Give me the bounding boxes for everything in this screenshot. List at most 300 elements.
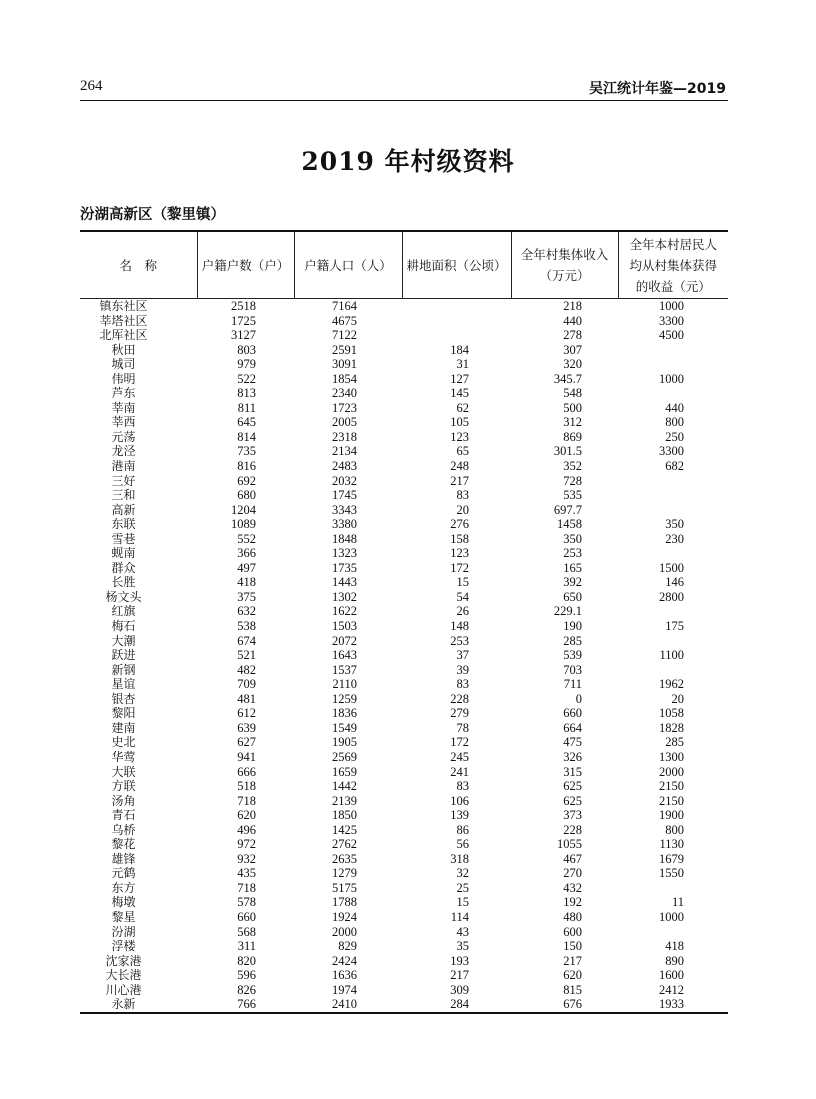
benefit-cell: 1828	[659, 720, 684, 735]
income-cell: 676	[511, 997, 618, 1013]
table-row	[80, 415, 728, 430]
farmland-cell: 20	[456, 502, 469, 517]
farmland-cell: 35	[456, 939, 469, 954]
households-cell: 814	[237, 429, 256, 444]
village-name: 青石	[111, 808, 136, 823]
benefit-cell: 3300	[659, 313, 684, 328]
households-cell: 666	[237, 764, 256, 779]
farmland-cell: 15	[456, 895, 469, 910]
column-header-population	[294, 231, 402, 299]
households-cell: 620	[237, 808, 256, 823]
village-name: 梅墩	[111, 895, 136, 910]
income-cell: 285	[563, 633, 582, 648]
income-cell: 467	[563, 851, 582, 866]
households-cell: 816	[237, 459, 256, 474]
population-cell: 1323	[332, 546, 357, 561]
income-cell: 307	[563, 342, 582, 357]
income-cell: 192	[563, 895, 582, 910]
village-name: 川心港	[105, 982, 142, 997]
village-name: 星谊	[111, 677, 136, 692]
village-data-table	[80, 230, 728, 1014]
village-name: 跃进	[111, 648, 136, 663]
village-name: 元荡	[111, 429, 136, 444]
farmland-cell: 83	[456, 779, 469, 794]
population-cell: 1850	[332, 808, 357, 823]
households-cell: 1089	[231, 517, 256, 532]
population-cell: 2483	[332, 459, 357, 474]
village-name: 沈家港	[105, 953, 142, 968]
table-row	[80, 823, 728, 838]
table-row	[80, 343, 728, 358]
column-header-farmland	[402, 231, 511, 299]
benefit-cell: 1000	[659, 299, 684, 313]
table-row	[80, 750, 728, 765]
population-cell: 1905	[332, 735, 357, 750]
benefit-cell: 1550	[659, 866, 684, 881]
population-cell: 1854	[332, 371, 357, 386]
benefit-cell: 2150	[659, 779, 684, 794]
section-heading: 汾湖高新区（黎里镇）	[80, 207, 225, 223]
benefit-cell: 1962	[659, 677, 684, 692]
income-cell: 711	[563, 677, 582, 692]
income-cell: 480	[563, 909, 582, 924]
farmland-cell: 43	[456, 924, 469, 939]
village-name: 群众	[111, 560, 136, 575]
table-row	[80, 488, 728, 503]
column-header-line: 的收益（元）	[635, 278, 711, 294]
benefit-cell: 1058	[659, 706, 684, 721]
village-name: 方联	[111, 779, 136, 794]
table-header-row	[80, 231, 728, 299]
table-row	[80, 357, 728, 372]
benefit-cell: 350	[665, 517, 684, 532]
farmland-cell: 193	[450, 953, 469, 968]
table-row	[80, 401, 728, 416]
households-cell: 481	[237, 691, 256, 706]
benefit-cell: 1679	[659, 851, 684, 866]
farmland-cell: 228	[450, 691, 469, 706]
households-cell: 735	[237, 444, 256, 459]
households-cell: 596	[237, 968, 256, 983]
table-row	[80, 735, 728, 750]
village-name: 雪巷	[111, 531, 136, 546]
village-name: 汾湖	[111, 924, 136, 939]
table-row	[80, 837, 728, 852]
table-row	[80, 430, 728, 445]
column-header-line: 全年村集体收入	[520, 247, 609, 262]
table-row	[80, 925, 728, 940]
table-row	[80, 677, 728, 692]
income-cell: 229.1	[553, 604, 582, 619]
households-cell: 972	[237, 837, 256, 852]
farmland-cell: 83	[456, 488, 469, 503]
village-name: 黎阳	[111, 706, 136, 721]
population-cell: 1425	[332, 822, 357, 837]
income-cell: 190	[563, 619, 582, 634]
income-cell: 539	[563, 648, 582, 663]
table-row	[80, 866, 728, 881]
population-cell: 4675	[332, 313, 357, 328]
benefit-cell: 2000	[659, 764, 684, 779]
farmland-cell: 145	[450, 386, 469, 401]
table-row	[80, 997, 728, 1013]
farmland-cell: 39	[456, 662, 469, 677]
column-header-line: （万元）	[539, 268, 590, 283]
benefit-cell: 1000	[659, 371, 684, 386]
households-cell: 538	[237, 619, 256, 634]
farmland-cell: 86	[456, 822, 469, 837]
income-cell: 228	[563, 822, 582, 837]
households-cell: 941	[237, 749, 256, 764]
village-name: 杨文头	[105, 589, 142, 604]
income-cell: 703	[563, 662, 582, 677]
village-data-table-wrapper	[80, 230, 728, 1014]
population-cell: 2340	[332, 386, 357, 401]
households-cell: 578	[237, 895, 256, 910]
population-cell: 2072	[332, 633, 357, 648]
households-cell: 1725	[231, 313, 256, 328]
benefit-cell: 440	[665, 400, 684, 415]
farmland-cell: 241	[450, 764, 469, 779]
table-row	[80, 459, 728, 474]
village-name: 莘西	[111, 415, 136, 430]
table-row	[80, 561, 728, 576]
population-cell: 1659	[332, 764, 357, 779]
households-cell: 709	[237, 677, 256, 692]
population-cell: 1836	[332, 706, 357, 721]
income-cell: 869	[563, 429, 582, 444]
income-cell: 217	[563, 953, 582, 968]
benefit-cell	[618, 386, 728, 401]
households-cell: 979	[237, 357, 256, 372]
income-cell: 312	[563, 415, 582, 430]
population-cell: 1974	[332, 982, 357, 997]
column-header-per-capita-benefit	[618, 231, 728, 299]
population-cell: 1279	[332, 866, 357, 881]
population-cell: 829	[338, 939, 357, 954]
population-cell: 3343	[332, 502, 357, 517]
table-row	[80, 503, 728, 518]
column-header-line: 均从村集体获得	[629, 257, 717, 273]
income-cell: 320	[563, 357, 582, 372]
column-header-line: 户籍人口（人）	[304, 257, 392, 273]
income-cell: 535	[563, 488, 582, 503]
farmland-cell: 26	[456, 604, 469, 619]
population-cell: 2139	[332, 793, 357, 808]
village-name: 元鹤	[111, 866, 136, 881]
benefit-cell	[618, 925, 728, 940]
population-cell: 1537	[332, 662, 357, 677]
village-name: 莘塔社区	[99, 313, 148, 328]
farmland-cell	[402, 328, 511, 343]
table-row	[80, 619, 728, 634]
benefit-cell: 250	[665, 429, 684, 444]
table-row	[80, 881, 728, 896]
village-name: 新钢	[111, 662, 136, 677]
households-cell: 680	[237, 488, 256, 503]
households-cell: 311	[237, 939, 256, 954]
households-cell: 813	[237, 386, 256, 401]
population-cell: 1788	[332, 895, 357, 910]
income-cell: 625	[563, 793, 582, 808]
farmland-cell: 106	[450, 793, 469, 808]
households-cell: 3127	[231, 328, 256, 343]
table-row	[80, 692, 728, 707]
population-cell: 2591	[332, 342, 357, 357]
population-cell: 1302	[332, 589, 357, 604]
population-cell: 2000	[332, 924, 357, 939]
income-cell: 475	[563, 735, 582, 750]
households-cell: 803	[237, 342, 256, 357]
benefit-cell: 2150	[659, 793, 684, 808]
farmland-cell: 172	[450, 735, 469, 750]
benefit-cell: 800	[665, 415, 684, 430]
village-name: 三好	[111, 473, 136, 488]
farmland-cell: 78	[456, 720, 469, 735]
income-cell: 352	[563, 459, 582, 474]
table-row	[80, 765, 728, 780]
table-row	[80, 372, 728, 387]
income-cell: 326	[563, 749, 582, 764]
benefit-cell: 1130	[659, 837, 684, 852]
income-cell: 815	[563, 982, 582, 997]
table-row	[80, 779, 728, 794]
households-cell: 632	[237, 604, 256, 619]
benefit-cell: 1933	[618, 997, 728, 1013]
benefit-cell: 146	[665, 575, 684, 590]
village-name: 浮楼	[111, 939, 136, 954]
table-row	[80, 939, 728, 954]
population-cell: 3091	[332, 357, 357, 372]
farmland-cell: 114	[450, 909, 469, 924]
benefit-cell	[618, 343, 728, 358]
village-name: 大联	[111, 764, 136, 779]
page-title: 2019 年村级资料	[301, 147, 515, 176]
income-cell: 664	[563, 720, 582, 735]
village-name: 伟明	[111, 371, 136, 386]
population-cell: 2635	[332, 851, 357, 866]
table-row	[80, 968, 728, 983]
village-name: 芦东	[111, 386, 136, 401]
benefit-cell: 175	[665, 619, 684, 634]
benefit-cell	[618, 357, 728, 372]
farmland-cell: 253	[450, 633, 469, 648]
column-header-line: 耕地面积（公顷）	[406, 257, 507, 273]
income-cell: 373	[563, 808, 582, 823]
farmland-cell: 62	[456, 400, 469, 415]
header-rule	[80, 100, 728, 101]
population-cell: 2762	[332, 837, 357, 852]
table-row	[80, 663, 728, 678]
table-row	[80, 590, 728, 605]
column-header-households	[197, 231, 294, 299]
table-row	[80, 808, 728, 823]
benefit-cell: 230	[665, 531, 684, 546]
farmland-cell: 318	[450, 851, 469, 866]
column-header-name	[80, 231, 197, 299]
table-row	[80, 895, 728, 910]
village-name: 大潮	[111, 633, 136, 648]
households-cell: 660	[237, 909, 256, 924]
income-cell: 301.5	[553, 444, 582, 459]
households-cell: 766	[197, 997, 294, 1013]
table-row	[80, 634, 728, 649]
village-name: 汤角	[111, 793, 136, 808]
households-cell: 820	[237, 953, 256, 968]
village-name: 雄锋	[111, 851, 136, 866]
population-cell: 2032	[332, 473, 357, 488]
village-name: 东方	[111, 880, 136, 895]
farmland-cell: 56	[456, 837, 469, 852]
households-cell: 811	[237, 400, 256, 415]
households-cell: 435	[237, 866, 256, 881]
households-cell: 627	[237, 735, 256, 750]
benefit-cell: 285	[665, 735, 684, 750]
table-row	[80, 910, 728, 925]
table-row	[80, 794, 728, 809]
households-cell: 552	[237, 531, 256, 546]
village-name: 黎星	[111, 909, 136, 924]
population-cell: 5175	[332, 880, 357, 895]
population-cell: 1549	[332, 720, 357, 735]
village-name: 华莺	[111, 749, 136, 764]
population-cell: 2410	[294, 997, 402, 1013]
table-row	[80, 444, 728, 459]
village-name: 梅石	[111, 619, 136, 634]
population-cell: 1259	[332, 691, 357, 706]
income-cell: 218	[563, 299, 582, 313]
benefit-cell: 682	[665, 459, 684, 474]
table-row	[80, 314, 728, 329]
column-header-collective-income	[511, 231, 618, 299]
benefit-cell: 890	[665, 953, 684, 968]
farmland-cell: 139	[450, 808, 469, 823]
village-name: 长胜	[111, 575, 136, 590]
village-name: 城司	[111, 357, 136, 372]
population-cell: 7164	[332, 299, 357, 313]
income-cell: 432	[563, 880, 582, 895]
village-name: 秋田	[111, 342, 136, 357]
benefit-cell	[618, 663, 728, 678]
farmland-cell: 31	[456, 357, 469, 372]
income-cell: 650	[563, 589, 582, 604]
farmland-cell: 54	[456, 589, 469, 604]
population-cell: 7122	[332, 328, 357, 343]
village-name: 港南	[111, 459, 136, 474]
benefit-cell	[618, 546, 728, 561]
village-name: 乌桥	[111, 822, 136, 837]
benefit-cell	[618, 503, 728, 518]
farmland-cell: 105	[450, 415, 469, 430]
table-row	[80, 328, 728, 343]
income-cell: 1055	[557, 837, 582, 852]
benefit-cell: 3300	[659, 444, 684, 459]
benefit-cell: 20	[671, 691, 684, 706]
farmland-cell	[402, 314, 511, 329]
table-row	[80, 299, 728, 314]
benefit-cell	[618, 474, 728, 489]
farmland-cell: 123	[450, 546, 469, 561]
table-row	[80, 474, 728, 489]
population-cell: 2005	[332, 415, 357, 430]
farmland-cell: 184	[450, 342, 469, 357]
households-cell: 418	[237, 575, 256, 590]
households-cell: 568	[237, 924, 256, 939]
households-cell: 645	[237, 415, 256, 430]
table-row	[80, 648, 728, 663]
farmland-cell: 148	[450, 619, 469, 634]
table-row	[80, 852, 728, 867]
population-cell: 1723	[332, 400, 357, 415]
benefit-cell: 2800	[659, 589, 684, 604]
column-header-line: 名 称	[119, 257, 157, 273]
income-cell: 345.7	[553, 371, 582, 386]
households-cell: 518	[237, 779, 256, 794]
benefit-cell: 1900	[659, 808, 684, 823]
village-name: 三和	[111, 488, 136, 503]
table-body	[80, 299, 728, 1013]
farmland-cell: 15	[456, 575, 469, 590]
farmland-cell: 37	[456, 648, 469, 663]
population-cell: 1735	[332, 560, 357, 575]
income-cell: 0	[575, 691, 582, 706]
benefit-cell: 11	[671, 895, 684, 910]
households-cell: 497	[237, 560, 256, 575]
table-row	[80, 721, 728, 736]
table-row	[80, 954, 728, 969]
column-header-line: 户籍户数（户）	[201, 257, 290, 273]
farmland-cell: 279	[450, 706, 469, 721]
income-cell: 548	[563, 386, 582, 401]
table-row	[80, 575, 728, 590]
farmland-cell: 158	[450, 531, 469, 546]
farmland-cell: 123	[450, 429, 469, 444]
income-cell: 150	[563, 939, 582, 954]
population-cell: 1443	[332, 575, 357, 590]
farmland-cell: 217	[450, 473, 469, 488]
households-cell: 496	[237, 822, 256, 837]
households-cell: 674	[237, 633, 256, 648]
village-name: 大长港	[105, 968, 142, 983]
farmland-cell: 65	[456, 444, 469, 459]
income-cell: 315	[563, 764, 582, 779]
income-cell: 728	[563, 473, 582, 488]
table-row	[80, 532, 728, 547]
income-cell: 165	[563, 560, 582, 575]
table-row	[80, 517, 728, 532]
households-cell: 482	[237, 662, 256, 677]
income-cell: 660	[563, 706, 582, 721]
benefit-cell: 1300	[659, 749, 684, 764]
table-row	[80, 706, 728, 721]
income-cell: 278	[563, 328, 582, 343]
farmland-cell: 127	[450, 371, 469, 386]
population-cell: 2318	[332, 429, 357, 444]
benefit-cell	[618, 634, 728, 649]
village-name: 红旗	[111, 604, 136, 619]
benefit-cell: 4500	[659, 328, 684, 343]
population-cell: 1745	[332, 488, 357, 503]
village-name: 永新	[80, 997, 197, 1013]
population-cell: 2134	[332, 444, 357, 459]
income-cell: 697.7	[553, 502, 582, 517]
income-cell: 620	[563, 968, 582, 983]
households-cell: 932	[237, 851, 256, 866]
benefit-cell	[618, 881, 728, 896]
benefit-cell: 800	[665, 822, 684, 837]
benefit-cell	[618, 604, 728, 619]
population-cell: 2110	[332, 677, 357, 692]
